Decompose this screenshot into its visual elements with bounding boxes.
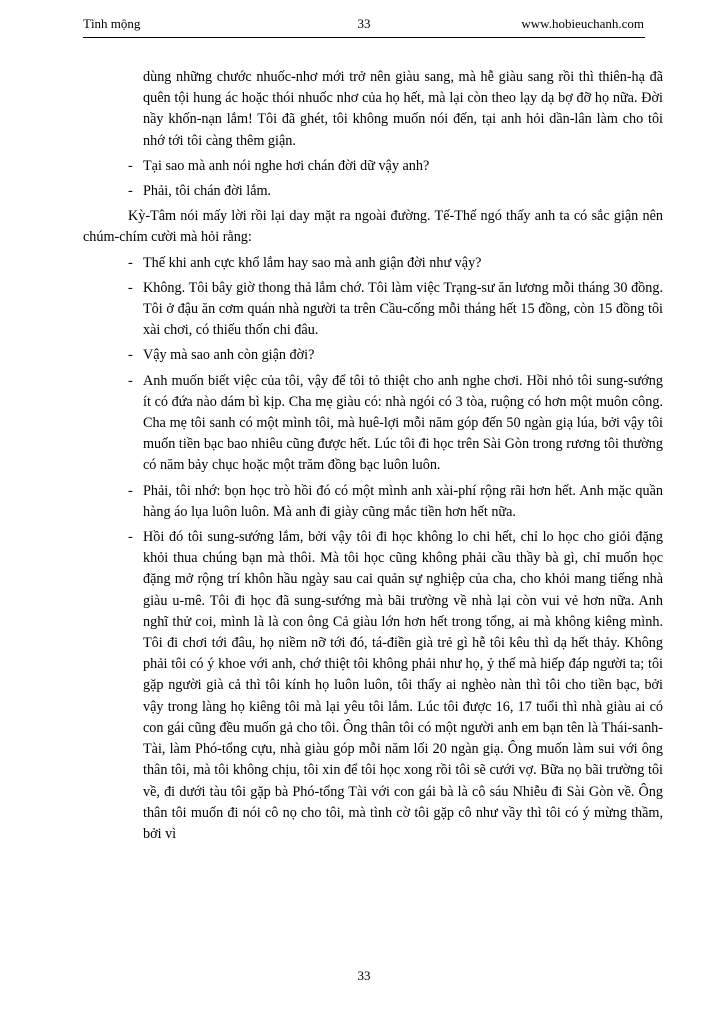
header-book-title: Tình mộng	[83, 16, 141, 31]
paragraph-continuation: dùng những chước nhuốc-nhơ mới trở nên giàu sang, mà hễ giàu sang rồi thì thiên-hạ đã quên tội hung ác hoặc thói nhuốc nhơ của họ hết, mà lại còn theo lạy dạ bợ đỡ họ nữa. Đời nầy khốn-nạn lắm! Tôi đã ghét, tôi không muốn nói đến, tại anh hỏi dần-lân làm cho tôi nhớ tới tôi càng thêm giận.	[143, 69, 663, 149]
dialogue-line: - Hồi đó tôi sung-sướng lắm, bởi vậy tôi đi học không lo chi hết, chỉ lo học cho giỏi đặng khỏi thua chúng bạn mà thôi. Mà tôi học cũng không phải cầu thầy bà gì, chỉ muốn học đặng mở rộng trí khôn hầu ngày sau cai quản sự nghiệp của cha, cho khỏi mang tiếng nhà giàu u-mê. Tôi đi học đã sung-sướng mà bãi trường về nhà lại còn vui vẻ hơn nữa. Anh nghĩ thử coi, mình là là con ông Cả giàu lớn hơn hết trong tổng, ai mà không kiêng mình. Tôi đi chơi tới đâu, họ niềm nỡ tới đó, tá-điền già trẻ gì hễ tôi kêu thì dạ hết thảy. Không phải tôi có ý khoe với anh, chớ thiệt tôi không phải như họ, ỷ thế mà hiếp đáp người ta; tôi gặp người già cả thì tôi kính họ luôn luôn, tôi thấy ai nghèo nàn thì tôi cho tiền bạc, bởi vậy trong làng họ kiêng tôi mà lại yêu tôi lắm. Lúc tôi được 16, 17 tuổi thì nhà giàu ai có con gái cũng đều muốn gả cho tôi. Ông thân tôi có một người anh em bạn tên là Thái-sanh-Tài, làm Phó-tổng cựu, nhà giàu góp mỗi năm lối 20 ngàn giạ. Ông muốn làm sui với ông thân tôi, mà tôi không chịu, tôi xin để tôi học xong rồi tôi sẽ cưới vợ. Bữa nọ bãi trường tôi về, đi dưới tàu tôi gặp bà Phó-tổng Tài với con gái bà là cô sáu Nhiễu đi Sài Gòn về. Ông thân tôi muốn đi nói cô nọ cho tôi, mà tình cờ tôi gặp cô như vầy thì tôi có ý mừng thầm, bởi vì	[83, 527, 663, 845]
footer-page-number: 33	[357, 968, 371, 983]
dialogue-line: - Phải, tôi chán đời lắm.	[83, 181, 663, 202]
page-footer	[83, 968, 645, 984]
header-page-number: 33	[357, 16, 371, 31]
dialogue-line: - Phải, tôi nhớ: bọn học trò hồi đó có một mình anh xài-phí rộng rãi hơn hết. Anh mặc quần hàng áo lụa luôn luôn. Mà anh đi giày cũng mắc tiền hơn hết nữa.	[83, 481, 663, 523]
page-header	[83, 16, 645, 36]
dialogue-line: - Tại sao mà anh nói nghe hơi chán đời dữ vậy anh?	[83, 156, 663, 177]
dialogue-line: - Không. Tôi bây giờ thong thả lắm chớ. Tôi làm việc Trạng-sư ăn lương mỗi tháng 30 đồng. Tôi ở đậu ăn cơm quán nhà người ta trên Cầu-cống mỗi tháng hết 15 đồng, còn 15 đồng tôi xài chơi, có thiếu thốn chi đâu.	[83, 278, 663, 342]
dialogue-line: - Thế khi anh cực khổ lắm hay sao mà anh giận đời như vậy?	[83, 253, 663, 274]
narrative-paragraph: Kỳ-Tâm nói mấy lời rồi lại day mặt ra ngoài đường. Tế-Thế ngó thấy anh ta có sắc giận nên chúm-chím cười mà hỏi rằng:	[83, 208, 663, 246]
dialogue-line: - Vậy mà sao anh còn giận đời?	[83, 345, 663, 366]
header-divider	[83, 37, 645, 38]
dialogue-line: - Anh muốn biết việc của tôi, vậy để tôi tỏ thiệt cho anh nghe chơi. Hồi nhỏ tôi sung-sướng ít có đứa nào dám bì kịp. Cha mẹ giàu có: nhà ngói có 3 tòa, ruộng có hơn một muôn công. Cha mẹ tôi sanh có một mình tôi, mà huê-lợi mỗi năm góp đến 50 ngàn giạ lúa, bởi vậy tôi muốn tiền bạc bao nhiêu cũng được hết. Lúc tôi đi học trên Sài Gòn trong rương tôi thường có năm bảy chục hoặc một trăm đồng bạc luôn luôn.	[83, 371, 663, 477]
page-body	[83, 67, 663, 849]
header-website: www.hobieuchanh.com	[521, 16, 644, 31]
